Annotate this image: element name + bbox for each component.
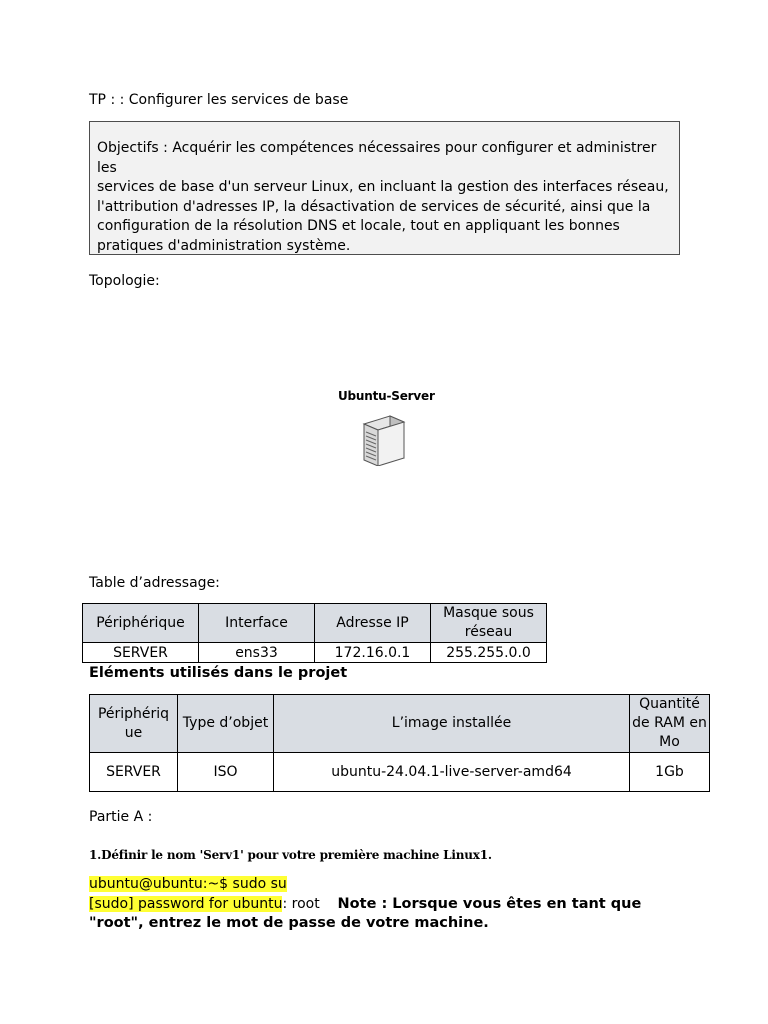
command-prompt: [sudo] password for ubuntu [89,895,283,912]
table-cell: ISO [178,753,274,792]
command-line: ubuntu@ubuntu:~$ sudo su [89,876,287,892]
command-input: : root [282,895,320,912]
table-row [90,753,710,792]
objectives-line: pratiques d'administration système. [97,237,351,254]
table-header: L’image installée [274,695,630,753]
table-header: Quantité de RAM en Mo [630,695,710,753]
table-header: Périphérique [83,604,199,643]
topology-label: Topologie: [89,273,160,289]
elements-table-label: Eléments utilisés dans le projet [89,665,348,681]
elements-table [89,694,710,792]
step-heading: 1.Définir le nom 'Serv1' pour votre première machine Linux1. [89,848,492,862]
table-header: Masque sous réseau [431,604,547,643]
table-cell: SERVER [90,753,178,792]
section-heading: Partie A : [89,809,153,825]
address-table-label: Table d’adressage: [89,575,220,591]
table-cell: ubuntu-24.04.1-live-server-amd64 [274,753,630,792]
server-label: Ubuntu-Server [338,389,435,403]
note-text: Note : Lorsque vous êtes en tant que [337,895,642,912]
table-row [83,643,547,663]
table-cell: 255.255.0.0 [431,643,547,663]
table-header: Périphériq ue [90,695,178,753]
table-header: Type d’objet [178,695,274,753]
server-tower-icon [360,410,408,470]
objectives-line: services de base d'un serveur Linux, en incluant la gestion des interfaces réseau, [97,179,669,195]
objectives-box [89,121,680,255]
table-cell: 172.16.0.1 [315,643,431,663]
table-header: Interface [199,604,315,643]
table-header: Adresse IP [315,604,431,643]
table-cell: 1Gb [630,753,710,792]
objectives-line: configuration de la résolution DNS et locale, tout en appliquant les bonnes [97,218,620,234]
address-table [82,603,547,663]
objectives-line: Objectifs : Acquérir les compétences nécessaires pour configurer et administrer les [97,140,657,176]
command-block [89,875,641,934]
table-cell: SERVER [83,643,199,663]
page-title: TP : : Configurer les services de base [89,92,349,108]
objectives-line: l'attribution d'adresses IP, la désactivation de services de sécurité, ainsi que la [97,198,651,215]
table-cell: ens33 [199,643,315,663]
note-text-line2: "root", entrez le mot de passe de votre machine. [89,915,489,931]
